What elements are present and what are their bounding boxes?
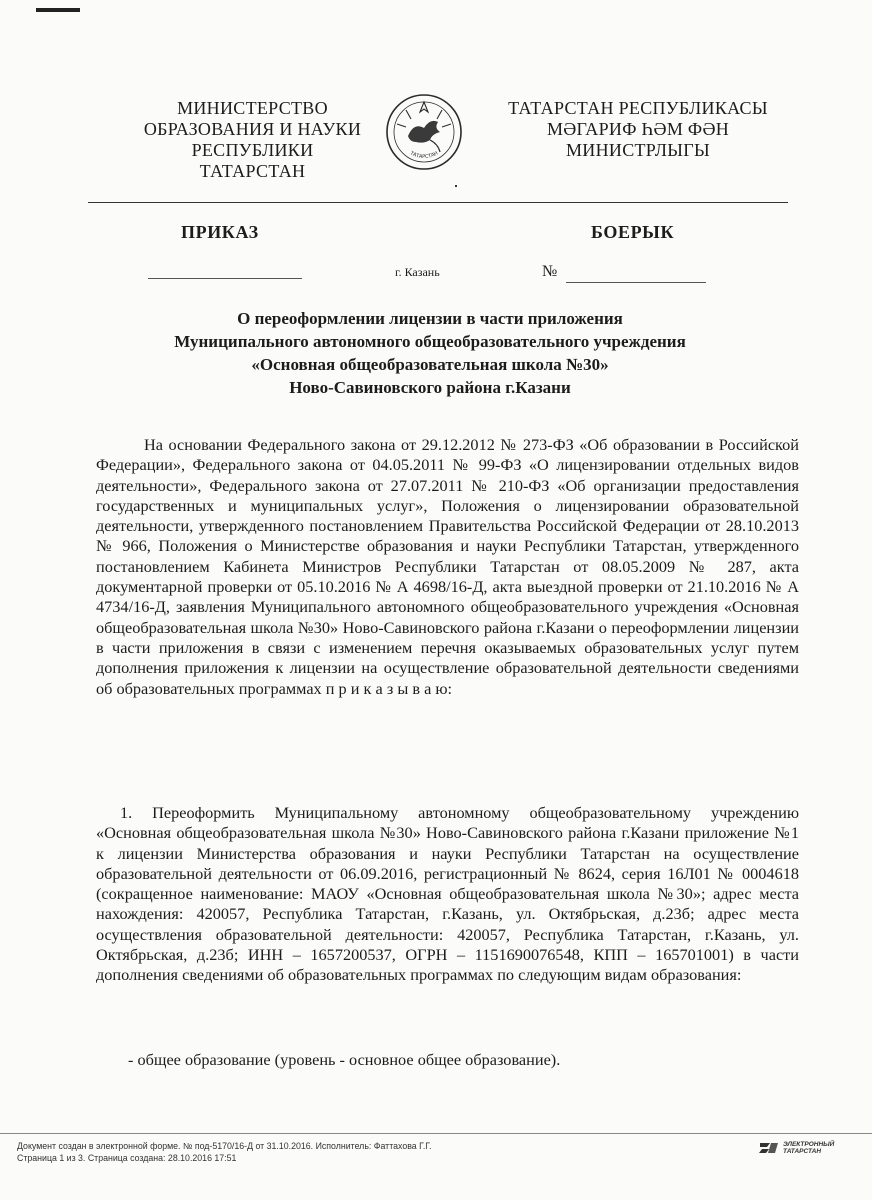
- title-line: Муниципального автономного общеобразовательного учреждения: [174, 332, 686, 351]
- emblem-text: ТАТАРСТАН: [408, 150, 440, 161]
- letterhead-left-line: РЕСПУБЛИКИ ТАТАРСТАН: [191, 140, 314, 181]
- letterhead-left: [140, 98, 365, 182]
- scan-dot: [455, 185, 457, 187]
- svg-text:ТАТАРСТАН: [408, 150, 439, 160]
- footer-line-1: Документ создан в электронной форме. № под-5170/16-Д от 31.10.2016. Исполнитель: Фаттахова Г.Г.: [17, 1141, 432, 1151]
- preamble-paragraph: На основании Федерального закона от 29.12.2012 № 273-ФЗ «Об образовании в Российской Федерации», Федерального закона от 04.05.2011 № 99-ФЗ «О лицензировании отдельных видов деятельности», Федерального закона от 27.07.2011 № 210-ФЗ «Об организации предоставления государственных и муниципальных услуг», Положения о лицензировании образовательной деятельности, утвержденного постановлением Правительства Российской Федерации от 28.10.2013 № 966, Положения о Министерстве образования и науки Республики Татарстан, утвержденного постановлением Кабинета Министров Республики Татарстан от 08.05.2009 № 287, акта документарной проверки от 05.10.2016 № А 4698/16-Д, акта выездной проверки от 21.10.2016 № А 4734/16-Д, заявления Муниципального автономного общеобразовательного учреждения «Основная общеобразовательная школа №30» Ново-Савиновского района г.Казани о переоформлении лицензии в части приложения в связи с изменением перечня оказываемых образовательных услуг путем дополнения приложения к лицензии на осуществление образовательной деятельности сведениями об образовательных программах п р и к а з ы в а ю:: [96, 435, 799, 698]
- letterhead-right-line: МӘГАРИФ ҺӘМ ФӘН: [546, 119, 730, 139]
- letterhead-left-line: ОБРАЗОВАНИЯ И НАУКИ: [143, 119, 362, 139]
- doc-type-tt: БОЕРЫК: [591, 222, 675, 242]
- footer-line-2: Страница 1 из 3. Страница создана: 28.10.2016 17:51: [17, 1153, 237, 1163]
- logo-line-1: ЭЛЕКТРОННЫЙ: [783, 1141, 835, 1148]
- letterhead-right: [488, 98, 788, 161]
- letterhead-left-line: МИНИСТЕРСТВО: [177, 98, 328, 118]
- order-item-1: 1. Переоформить Муниципальному автономному общеобразовательному учреждению «Основная общеобразовательная школа №30» Ново-Савиновского района г.Казани приложение №1 к лицензии Министерства образования и науки Республики Татарстан на осуществление образовательной деятельности от 06.09.2016, регистрационный № 8624, серия 16Л01 № 0004618 (сокращенное наименование: МАОУ «Основная общеобразовательная школа №30»; адрес места нахождения: 420057, Республика Татарстан, г.Казань, ул. Октябрьская, д.23б; адрес места осуществления образовательной деятельности: 420057, Республика Татарстан, г.Казань, ул. Октябрьская, д.23б; ИНН – 1657200537, ОГРН – 1151690076548, КПП – 165701001) в части дополнения сведениями об образовательных программах по следующим видам образования:: [96, 803, 799, 985]
- number-blank-line: [566, 282, 706, 283]
- letterhead-right-line: ТАТАРСТАН РЕСПУБЛИКАСЫ: [508, 98, 768, 118]
- electronic-tatarstan-icon: [758, 1141, 780, 1155]
- logo-line-2: ТАТАРСТАН: [783, 1148, 822, 1155]
- number-sign: №: [542, 263, 558, 280]
- coat-of-arms-icon: [384, 92, 464, 172]
- scan-mark: [36, 8, 80, 12]
- footer-divider: [0, 1133, 872, 1134]
- letterhead-right-line: МИНИСТРЛЫГЫ: [566, 140, 710, 160]
- title-line: О переоформлении лицензии в части приложения: [237, 309, 623, 328]
- doc-type-ru: ПРИКАЗ: [181, 222, 259, 242]
- letterhead-divider: [88, 202, 788, 203]
- date-blank-line: [148, 278, 302, 279]
- order-item-1-bullet: - общее образование (уровень - основное общее образование).: [128, 1050, 561, 1069]
- electronic-tatarstan-logo: [758, 1141, 834, 1155]
- title-line: Ново-Савиновского района г.Казани: [289, 378, 571, 397]
- place-label: г. Казань: [395, 265, 440, 279]
- title-line: «Основная общеобразовательная школа №30»: [251, 355, 609, 374]
- footer: [17, 1140, 431, 1164]
- order-title: [80, 307, 780, 399]
